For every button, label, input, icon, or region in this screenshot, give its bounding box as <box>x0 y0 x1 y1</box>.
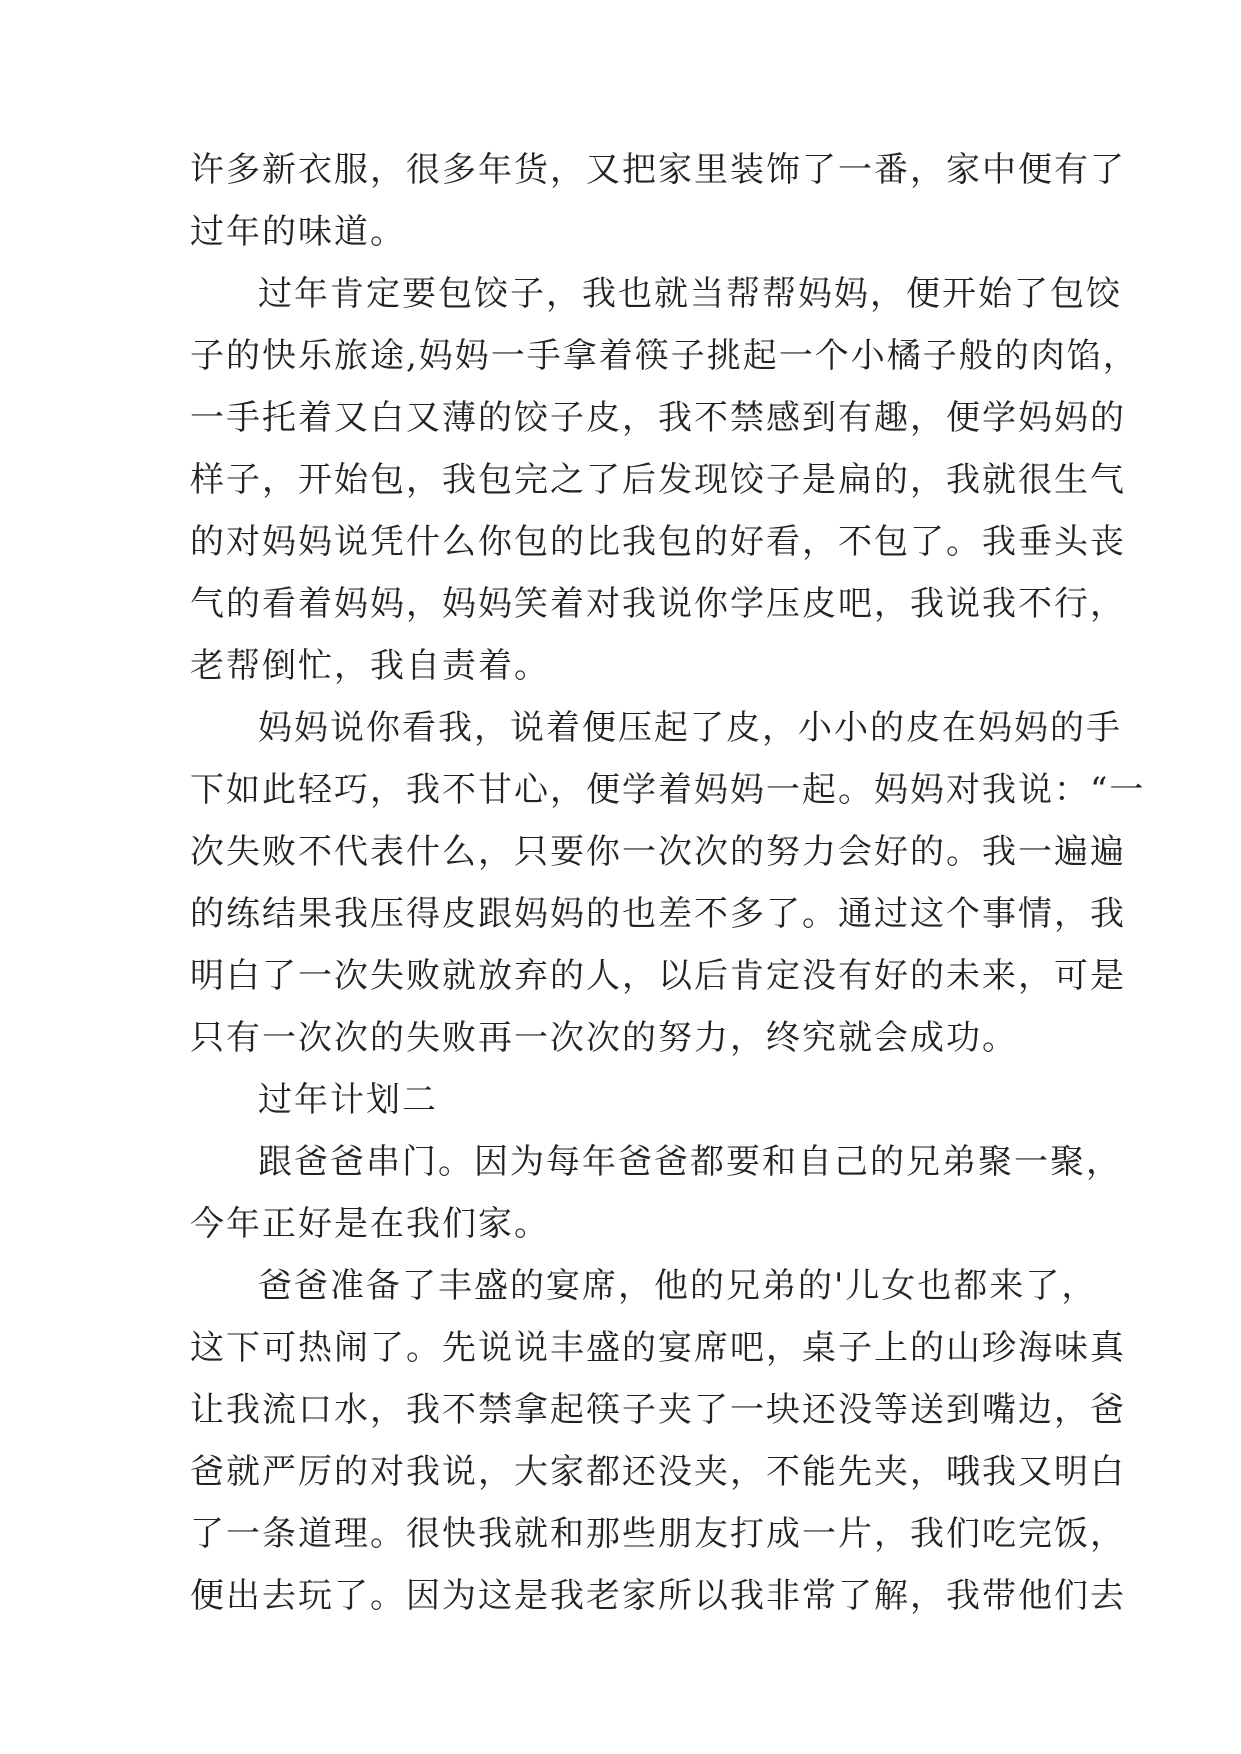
text-line: 过年的味道。 <box>190 212 406 252</box>
text-line: 的练结果我压得皮跟妈妈的也差不多了。通过这个事情，我 <box>190 894 1126 934</box>
text-line: 子的快乐旅途,妈妈一手拿着筷子挑起一个小橘子般的肉馅， <box>190 336 1139 376</box>
text-line: 一手托着又白又薄的饺子皮，我不禁感到有趣，便学妈妈的 <box>190 398 1126 438</box>
text-line: 爸就严厉的对我说，大家都还没夹，不能先夹，哦我又明白 <box>190 1452 1126 1492</box>
text-line: 的对妈妈说凭什么你包的比我包的好看，不包了。我垂头丧 <box>190 522 1126 562</box>
text-line: 气的看着妈妈，妈妈笑着对我说你学压皮吧，我说我不行， <box>190 584 1126 624</box>
text-line: 让我流口水，我不禁拿起筷子夹了一块还没等送到嘴边，爸 <box>190 1390 1126 1430</box>
text-line: 今年正好是在我们家。 <box>190 1204 550 1244</box>
paragraph-start-line: 跟爸爸串门。因为每年爸爸都要和自己的兄弟聚一聚， <box>258 1142 1122 1182</box>
paragraph-start-line: 妈妈说你看我，说着便压起了皮，小小的皮在妈妈的手 <box>258 708 1122 748</box>
text-line: 次失败不代表什么，只要你一次次的努力会好的。我一遍遍 <box>190 832 1126 872</box>
text-line: 老帮倒忙，我自责着。 <box>190 646 550 686</box>
text-line: 了一条道理。很快我就和那些朋友打成一片，我们吃完饭， <box>190 1514 1126 1554</box>
paragraph-start-line: 爸爸准备了丰盛的宴席，他的兄弟的'儿女也都来了， <box>258 1266 1098 1306</box>
text-line: 许多新衣服，很多年货，又把家里装饰了一番，家中便有了 <box>190 150 1126 190</box>
section-heading: 过年计划二 <box>258 1080 438 1120</box>
text-line: 样子，开始包，我包完之了后发现饺子是扁的，我就很生气 <box>190 460 1126 500</box>
paragraph-start-line: 过年肯定要包饺子，我也就当帮帮妈妈，便开始了包饺 <box>258 274 1122 314</box>
text-line: 明白了一次失败就放弃的人，以后肯定没有好的未来，可是 <box>190 956 1126 996</box>
text-line: 这下可热闹了。先说说丰盛的宴席吧，桌子上的山珍海味真 <box>190 1328 1126 1368</box>
text-line: 下如此轻巧，我不甘心，便学着妈妈一起。妈妈对我说：“一 <box>190 770 1146 810</box>
text-line: 便出去玩了。因为这是我老家所以我非常了解，我带他们去 <box>190 1576 1126 1616</box>
text-line: 只有一次次的失败再一次次的努力，终究就会成功。 <box>190 1018 1018 1058</box>
